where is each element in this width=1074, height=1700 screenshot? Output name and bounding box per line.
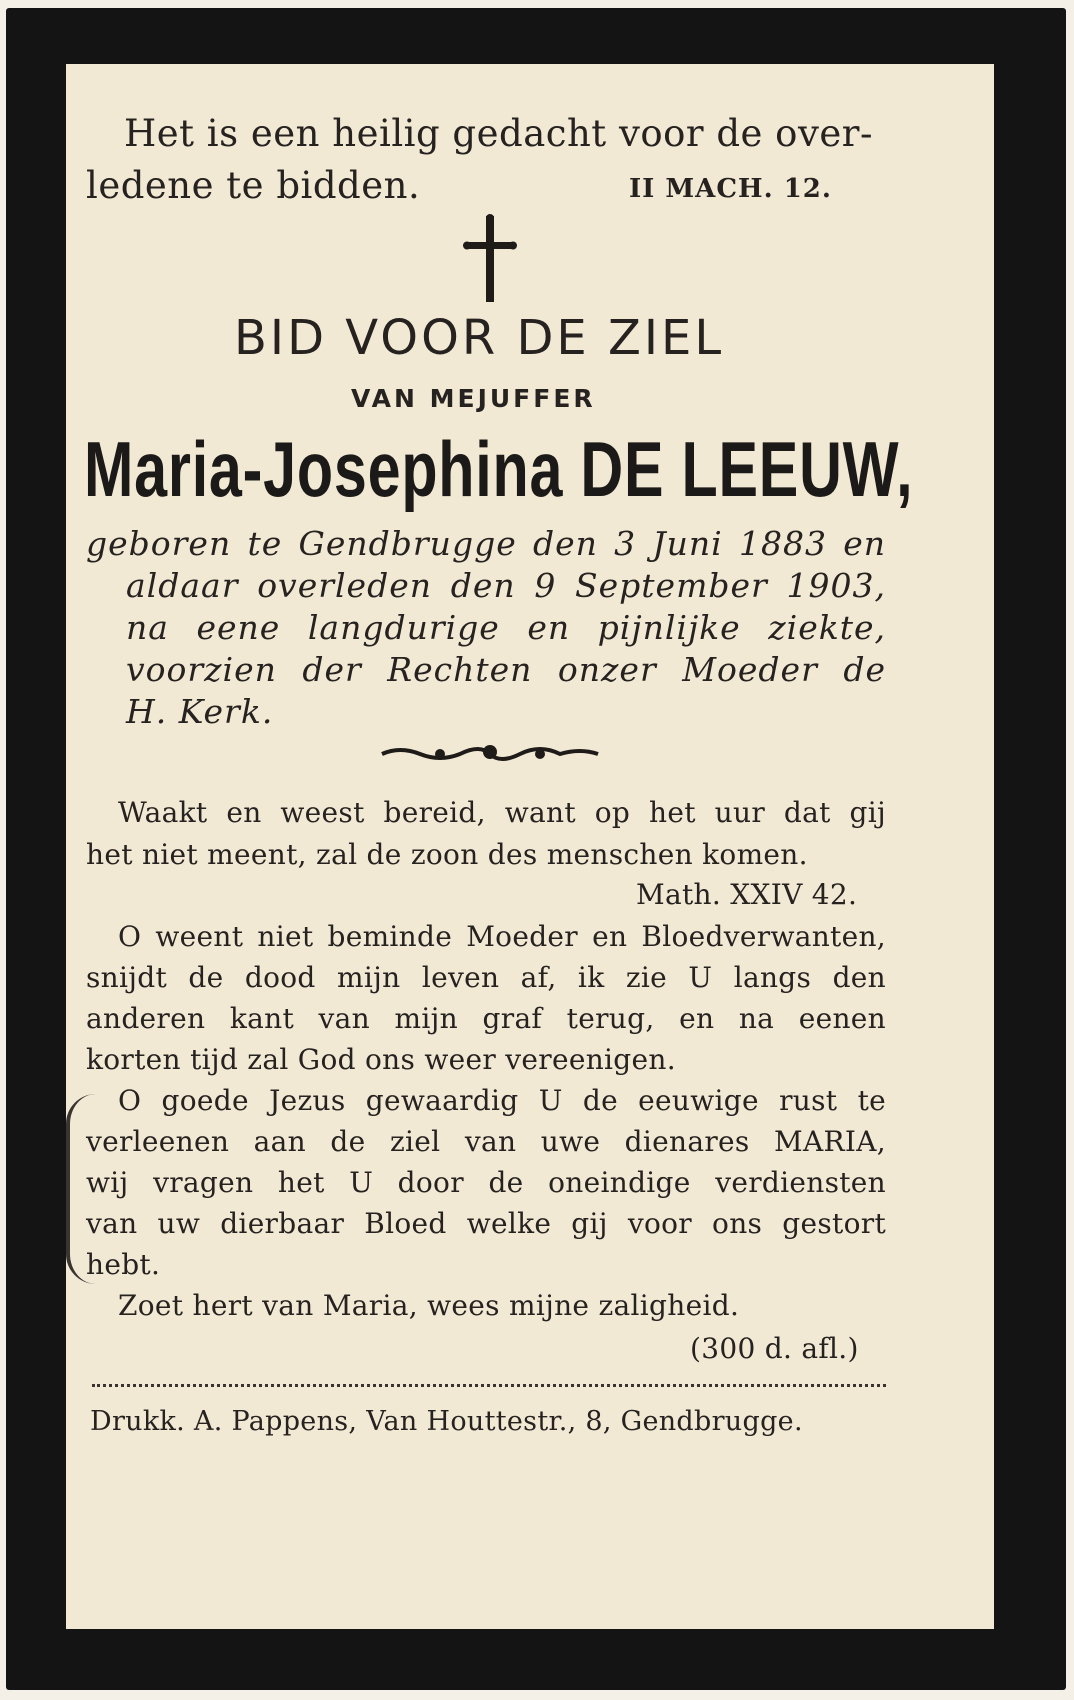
subtitle: VAN MEJUFFER <box>351 384 596 413</box>
passage3-line-4: van uw dierbaar Bloed welke gij voor ons gestort <box>86 1207 886 1240</box>
epigraph-line-1: Het is een heilig gedacht voor de over- <box>124 112 873 155</box>
bio-line-5: H. Kerk. <box>126 692 274 731</box>
passage3-line-1: O goede Jezus gewaardig U de eeuwige rust te <box>118 1084 886 1117</box>
bio-line-2: aldaar overleden den 9 September 1903, <box>126 566 886 605</box>
epigraph-line-2: ledene te bidden. <box>86 164 421 207</box>
ornament-divider <box>380 742 600 766</box>
passage2-line-4: korten tijd zal God ons weer vereenigen. <box>86 1043 676 1076</box>
dotted-separator <box>92 1384 886 1387</box>
passage2-line-2: snijdt de dood mijn leven af, ik zie U langs den <box>86 961 886 994</box>
passage3-line-5: hebt. <box>86 1248 161 1281</box>
passage1-reference: Math. XXIV 42. <box>636 878 858 911</box>
prayer-title: BID VOOR DE ZIEL <box>234 310 725 366</box>
bio-line-3: na eene langdurige en pijnlijke ziekte, <box>126 608 886 647</box>
passage2-line-3: anderen kant van mijn graf terug, en na eenen <box>86 1002 886 1035</box>
passage3-line-2: verleenen aan de ziel van uwe dienares MARIA, <box>86 1125 886 1158</box>
indulgence-note: (300 d. afl.) <box>690 1332 859 1365</box>
bio-line-4: voorzien der Rechten onzer Moeder de <box>126 650 886 689</box>
passage2-line-1: O weent niet beminde Moeder en Bloedverwanten, <box>118 920 886 953</box>
passage3-line-3: wij vragen het U door de oneindige verdiensten <box>86 1166 886 1199</box>
epigraph-reference: II MACH. 12. <box>629 174 832 204</box>
passage1-line-1: Waakt en weest bereid, want op het uur dat gij <box>118 796 886 829</box>
bio-line-1: geboren te Gendbrugge den 3 Juni 1883 en <box>86 524 886 563</box>
passage1-line-2: het niet meent, zal de zoon des menschen komen. <box>86 838 808 871</box>
cross-icon <box>462 214 518 304</box>
printer-imprint: Drukk. A. Pappens, Van Houttestr., 8, Gendbrugge. <box>90 1406 803 1437</box>
passage4-line: Zoet hert van Maria, wees mijne zaligheid. <box>118 1289 740 1322</box>
deceased-name: Maria-Josephina DE LEEUW, <box>84 425 914 513</box>
memorial-card <box>66 64 994 1629</box>
